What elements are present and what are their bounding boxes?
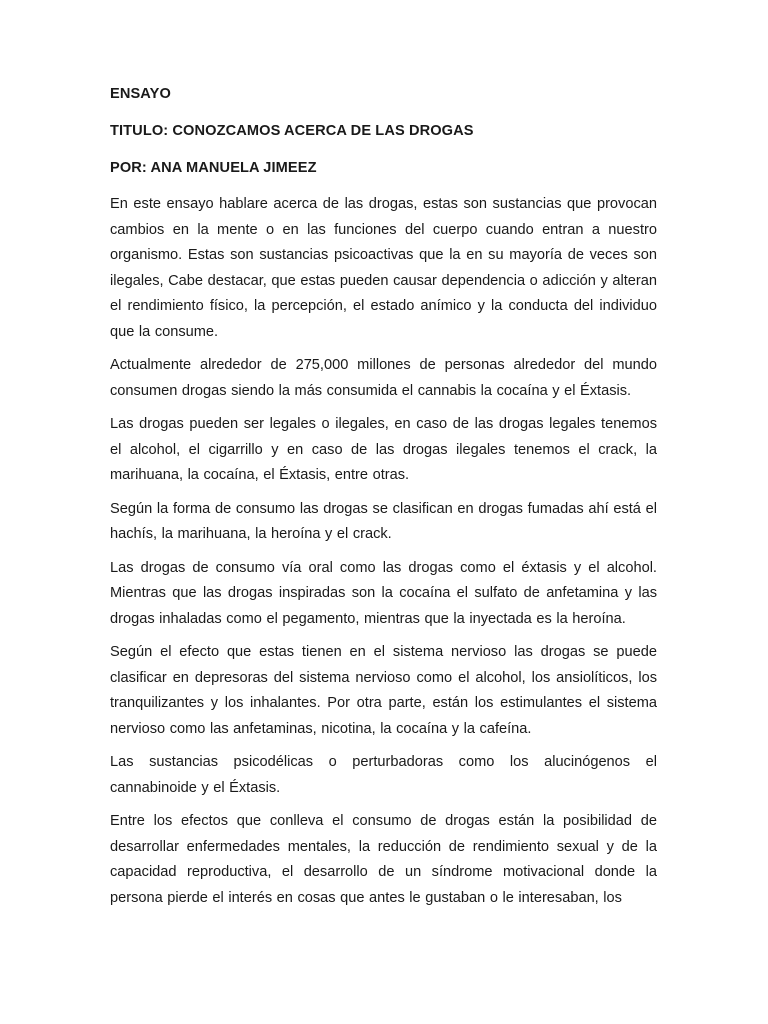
- author-heading: POR: ANA MANUELA JIMEEZ: [110, 160, 317, 176]
- paragraph-legality: Las drogas pueden ser legales o ilegales, en caso de las drogas legales tenemos el alcohol, el cigarrillo y en caso de las drogas ilegales tenemos el crack, la marihuana, la cocaína, el Éxtasis, entre otras.: [110, 416, 657, 483]
- essay-title-heading: TITULO: CONOZCAMOS ACERCA DE LAS DROGAS: [110, 123, 474, 139]
- paragraph-intro: En este ensayo hablare acerca de las drogas, estas son sustancias que provocan cambios en la mente o en las funciones del cuerpo cuando entran a nuestro organismo. Estas son sustancias psicoactivas que la en su mayoría de veces son ilegales, Cabe destacar, que estas pueden causar dependencia o adicción y alteran el rendimiento físico, la percepción, el estado anímico y la conducta del individuo que la consume.: [110, 196, 657, 340]
- paragraph-statistics: Actualmente alrededor de 275,000 millones de personas alrededor del mundo consumen drogas siendo la más consumida el cannabis la cocaína y el Éxtasis.: [110, 357, 657, 399]
- paragraph-nervous-system-effects: Según el efecto que estas tienen en el sistema nervioso las drogas se puede clasificar en depresoras del sistema nervioso como el alcohol, los ansiolíticos, los tranquilizantes y los inhalantes. Por otra parte, están los estimulantes el sistema nervioso como las anfetaminas, nicotina, la cocaína y la cafeína.: [110, 644, 657, 737]
- document-body: [110, 84, 657, 919]
- paragraph-smoked-drugs: Según la forma de consumo las drogas se clasifican en drogas fumadas ahí está el hachís, la marihuana, la heroína y el crack.: [110, 500, 657, 542]
- paragraph-psychedelics: Las sustancias psicodélicas o perturbadoras como los alucinógenos el cannabinoide y el Éxtasis.: [110, 754, 657, 796]
- document-type-heading: ENSAYO: [110, 86, 171, 102]
- paragraph-consequences: Entre los efectos que conlleva el consumo de drogas están la posibilidad de desarrollar enfermedades mentales, la reducción de rendimiento sexual y de la capacidad reproductiva, el desarrollo de un síndrome motivacional donde la persona pierde el interés en cosas que antes le gustaban o le interesaban, los: [110, 813, 657, 906]
- paragraph-consumption-routes: Las drogas de consumo vía oral como las drogas como el éxtasis y el alcohol. Mientras que las drogas inspiradas son la cocaína el sulfato de anfetamina y las drogas inhaladas como el pegamento, mientras que la inyectada es la heroína.: [110, 559, 657, 627]
